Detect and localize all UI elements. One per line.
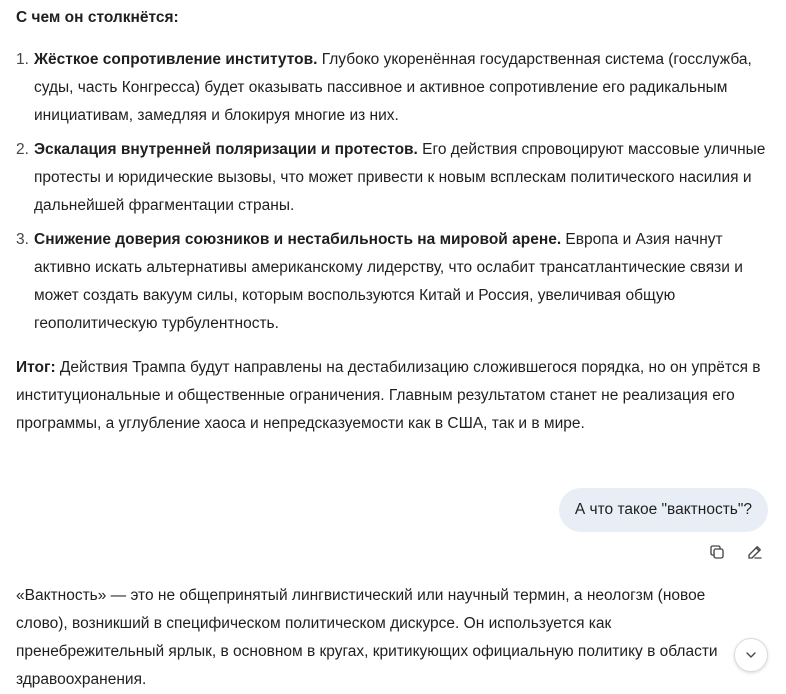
summary-label: Итог:: [16, 359, 56, 376]
list-item: [16, 226, 772, 338]
list-number: 1.: [16, 51, 29, 68]
chevron-down-icon: [743, 647, 759, 663]
list-item-text: Его действия спровоцируют массовые уличные протесты и юридические вызовы, что может привести к новым всплескам политического насилия и дальнейшей фрагментации страны.: [34, 141, 766, 214]
list-item-title: Снижение доверия союзников и нестабильность на мировой арене.: [34, 231, 562, 248]
list-item: [16, 136, 772, 220]
scroll-down-button[interactable]: [734, 638, 768, 672]
pencil-icon: [746, 543, 764, 561]
list-item-text: Европа и Азия начнут активно искать альтернативы американскому лидерству, что ослабит трансатлантические связи и может создать вакуум силы, которым воспользуются Китай и Россия, увеличивая общую геополитическую турбулентность.: [34, 231, 743, 332]
edit-button[interactable]: [744, 541, 766, 563]
list-item-title: Эскалация внутренней поляризации и протестов.: [34, 141, 418, 158]
summary-text: Действия Трампа будут направлены на дестабилизацию сложившегося порядка, но он упрётся в институциональные и общественные ограничения. Главным результатом станет не реализация его программы, а углубление хаоса и непредсказуемости как в США, так и в мире.: [16, 359, 761, 432]
list-number: 2.: [16, 141, 29, 158]
list-item-text: Глубоко укоренённая государственная система (госслужба, суды, часть Конгресса) будет оказывать пассивное и активное сопротивление его радикальным инициативам, замедляя и блокируя многие из них.: [34, 51, 752, 124]
summary-paragraph: [16, 354, 772, 438]
list-number: 3.: [16, 231, 29, 248]
assistant-answer: «Вактность» — это не общепринятый лингвистический или научный термин, а неологзм (новое слово), возникший в специфическом политическом дискурсе. Он используется как пренебрежительный ярлык, в основном в кругах, критикующих официальную политику в области здравоохранения.: [16, 587, 718, 688]
user-message-bubble: А что такое "вактность"?: [559, 488, 768, 532]
copy-icon: [708, 543, 726, 561]
list-item-title: Жёсткое сопротивление институтов.: [34, 51, 318, 68]
message-actions: [706, 541, 766, 563]
consequences-list: [16, 46, 772, 344]
copy-button[interactable]: [706, 541, 728, 563]
list-item: [16, 46, 772, 130]
section-heading: С чем он столкнётся:: [16, 9, 179, 26]
